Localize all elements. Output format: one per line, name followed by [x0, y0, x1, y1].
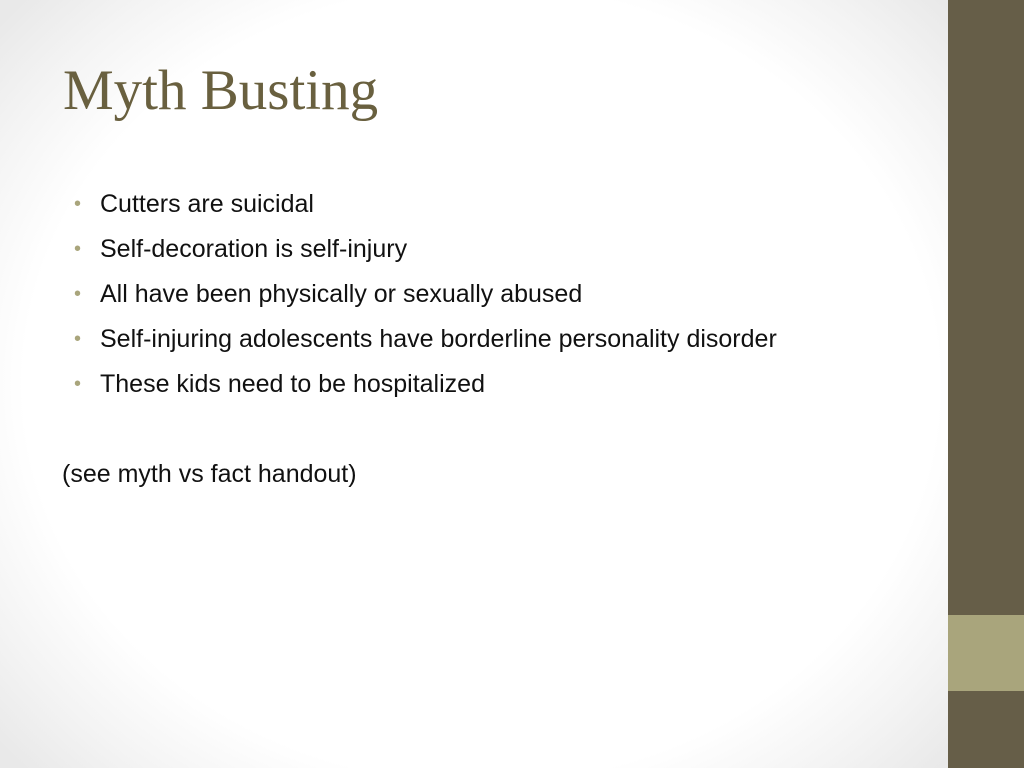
slide-title: Myth Busting	[63, 59, 379, 122]
bullet-text: Self-decoration is self-injury	[100, 235, 408, 263]
side-accent-block	[948, 615, 1024, 691]
bullet-item	[74, 366, 777, 411]
bullet-item	[74, 186, 777, 231]
bullet-list	[74, 186, 777, 411]
bullet-item	[74, 276, 777, 321]
bullet-text: All have been physically or sexually abused	[100, 280, 583, 308]
bullet-item	[74, 321, 777, 366]
bullet-dot-icon: •	[74, 283, 82, 305]
handout-note: (see myth vs fact handout)	[62, 460, 357, 488]
bullet-dot-icon: •	[74, 193, 82, 215]
bullet-dot-icon: •	[74, 328, 82, 350]
bullet-item	[74, 231, 777, 276]
bullet-dot-icon: •	[74, 373, 82, 395]
bullet-dot-icon: •	[74, 238, 82, 260]
bullet-text: Self-injuring adolescents have borderline personality disorder	[100, 325, 777, 353]
bullet-text: Cutters are suicidal	[100, 190, 314, 218]
bullet-text: These kids need to be hospitalized	[100, 370, 485, 398]
